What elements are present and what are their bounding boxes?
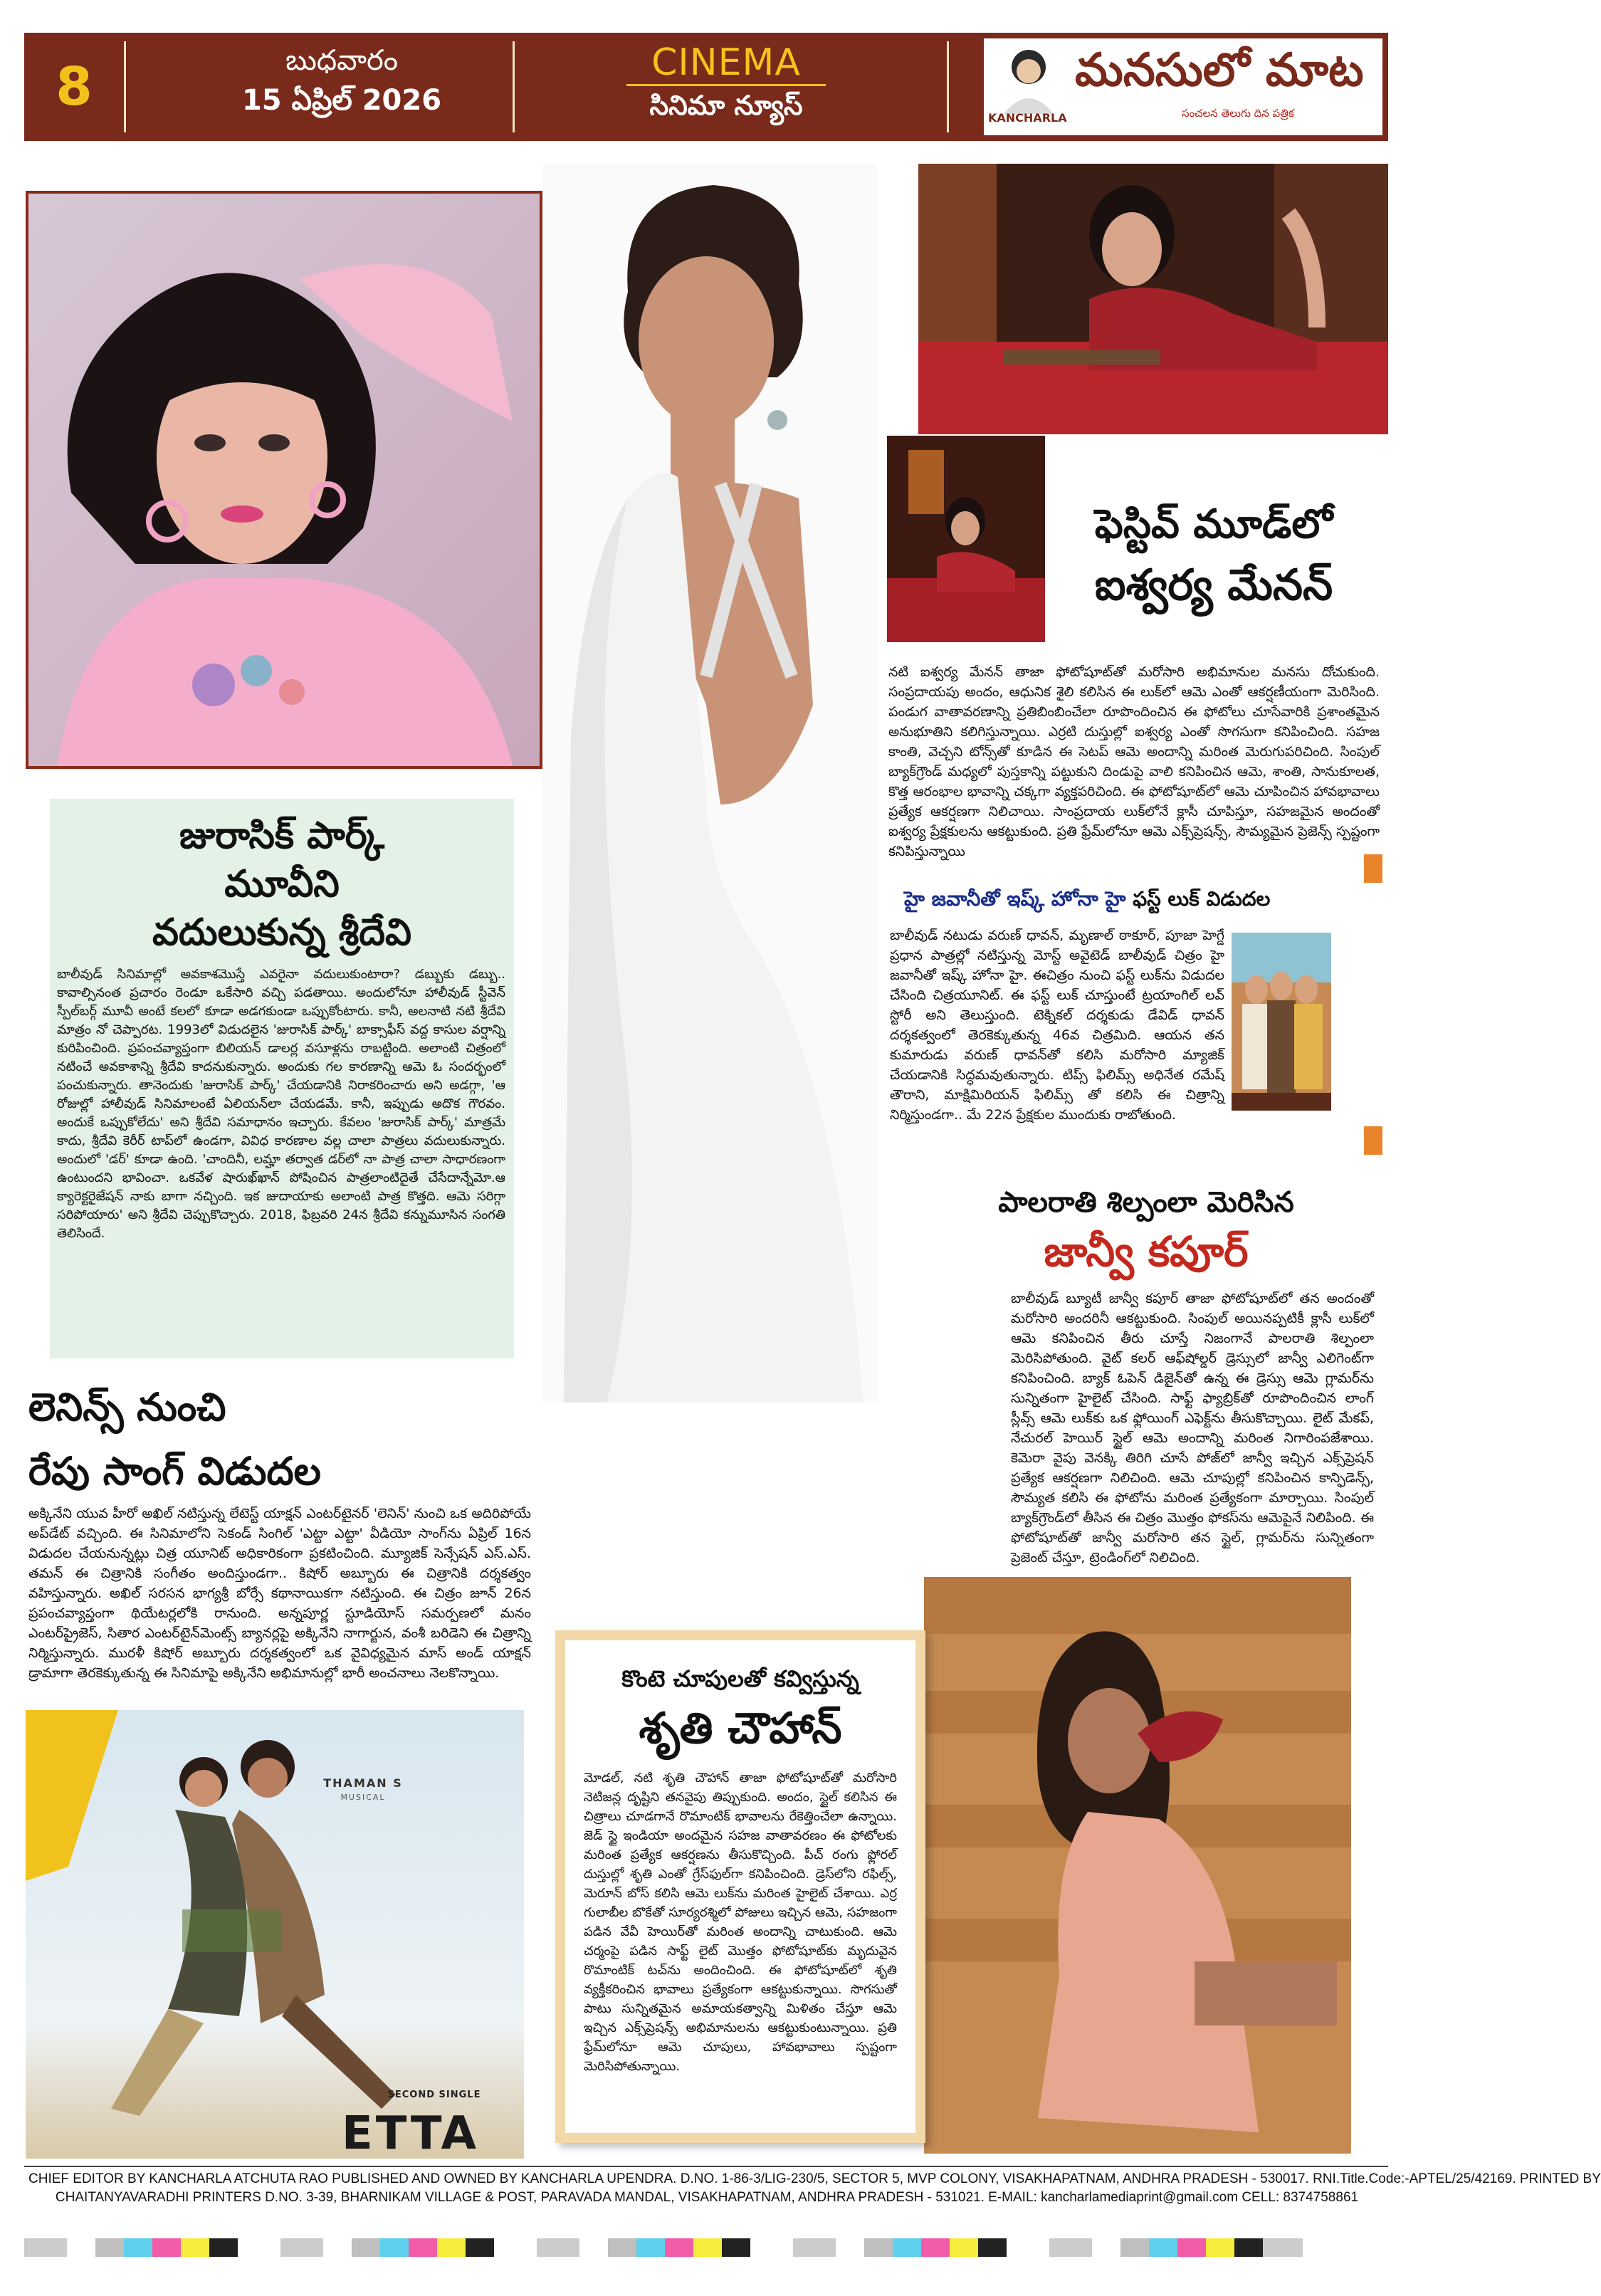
janhvi-article-body: బాలీవుడ్ బ్యూటీ జాన్వీ కపూర్ తాజా ఫోటోషూట్‌లో తన అందంతో మరోసారి అందరినీ ఆకట్టుకుంది. సింపుల్ అయినప్పటికీ క్లాసీ లుక్‌లో ఆమె కనిపించిన తీరు చూస్తే నిజంగానే పాలరాతి శిల్పంలా మెరిసిపోతుంది. వైట్ కలర్ ఆఫ్‌షోల్డర్ డ్రెస్సులో జాన్వీ ఎలిగెంట్‌గా కనిపించింది. బ్యాక్ ఓపెన్ డిజైన్‌తో ఉన్న ఈ డ్రెస్సు ఆమె గ్లామర్‌ను సున్నితంగా హైలైట్ చేసింది. సాఫ్ట్ ఫ్యాబ్రిక్‌తో రూపొందించిన లాంగ్ స్లీవ్స్ ఆమె లుక్‌కు ఒక ఫ్లోయింగ్ ఎఫెక్ట్‌ను తీసుకొచ్చాయి. లైట్ మేకప్, నేచురల్ హెయిర్ స్టైల్ ఆమె అందాన్ని మరింత నిగారింపజేశాయి. కెమెరా వైపు వెనక్కి తిరిగి చూసే పోజ్‌లో జాన్వీ ఇచ్చిన ఎక్స్‌ప్రెషన్ ప్రత్యేక ఆకర్షణగా నిలిచింది. ఆమె చూపుల్లో కనిపించిన కాన్ఫిడెన్స్, సౌమ్యత కలిసి ఈ ఫోటోను మరింత ప్రత్యేకంగా మార్చాయి. సింపుల్ బ్యాక్‌గ్రౌండ్‌లో తీసిన ఈ చిత్రం మొత్తం ఫోకస్‌ను ఆమెపైనే నిలిపింది. ఈ ఫోటోషూట్‌తో జాన్వీ మరోసారి తన స్టైల్, గ్లామర్‌ను సున్నితంగా ప్రెజెంట్ చేస్తూ, ట్రెండింగ్‌లో నిలిచింది.	[1011, 1291, 1374, 1566]
hai-jawani-poster	[1232, 933, 1331, 1111]
logo-tagline: సంచలన తెలుగు దిన పత్రిక	[1182, 107, 1294, 120]
shruti-chauhan-photo	[924, 1577, 1351, 2154]
hai-jawani-article-body: బాలీవుడ్ నటుడు వరుణ్ ధావన్, మృణాల్ ఠాకూర్, పూజా హెగ్డే ప్రధాన పాత్రల్లో నటిస్తున్న మోస్ట్ అవైటెడ్ బాలీవుడ్ చిత్రం హై జవానీతో ఇష్క్ హోనా హై. ఈచిత్రం నుంచి ఫస్ట్ లుక్‌ను విడుదల చేసింది చిత్రయూనిట్. ఈ ఫస్ట్ లుక్ చూస్తుంటే ట్రయాంగిల్ లవ్ స్టోరీ అని తెలుస్తుంది. టెక్నికల్ దర్శకుడు డేవిడ్ ధావన్ దర్శకత్వంలో తెరకెక్కుతున్న 46వ చిత్రమిది. ఆయన తన కుమారుడు వరుణ్ ధావన్‌తో కలిసి మరోసారి మ్యాజిక్ చేయడానికి సిద్ధమవుతున్నారు. టిప్స్ ఫిలిమ్స్ అధినేత రమేష్ తౌరాని, మాక్షిమిరియన్ ఫిలిమ్స్ తో కలిసి ఈ చిత్రాన్ని నిర్మిస్తుండగా.. మే 22న ప్రేక్షకుల ముందుకు రాబోతుంది.	[890, 928, 1224, 1123]
hai-jawani-title: హై జవానీతో ఇష్క్ హోనా హై	[904, 887, 1126, 911]
logo-brand: KANCHARLA	[988, 111, 1067, 125]
hai-jawani-headline	[904, 886, 1388, 913]
section-title-te: సినిమా న్యూస్	[649, 90, 803, 121]
lenin-headline-1: లెనిన్స్ నుంచి	[28, 1385, 226, 1430]
section-title-en: CINEMA	[651, 41, 801, 84]
sridevi-headline-1: జురాసిక్ పార్క్	[179, 814, 385, 857]
sridevi-article-body: బాలీవుడ్ సినిమాల్లో అవకాశమొస్తే ఎవరైనా వదులుకుంటారా? డబ్బుకు డబ్బు.. కావాల్సినంత ప్రచారం రెండూ ఒకేసారి వచ్చి పడతాయి. అందులోనూ హాలీవుడ్ స్టీవెన్ స్పీల్‌బర్గ్ మూవీ అంటే కలలో కూడా అడగకుండా ఒప్పుకోంటారు. కానీ, అలనాటి నటి శ్రీదేవి మాత్రం నో చెప్పారట. 1993లో విడుదలైన 'జురాసిక్ పార్క్' బాక్సాఫీస్ వద్ద కాసుల వర్షాన్ని కురిపించింది. ప్రపంచవ్యాప్తంగా బిలియన్ డాలర్ల వసూళ్లను రాబట్టింది. అలాంటి చిత్రంలో నటించే అవకాశాన్ని శ్రీదేవి కాదనుకున్నారు. అందుకు గల కారణాన్ని ఆమె ఓ సందర్భంలో పంచుకున్నారు. తానెందుకు 'జురాసిక్ పార్క్' చేయడానికి నిరాకరించారు అని అడగ్గా, 'ఆ రోజుల్లో హాలీవుడ్ సినిమాలంటే ఏలియన్‌లా చేయడమే. కానీ, ఇప్పుడు అదొక గౌరవం. అందుకే ఒప్పుకోలేదు' అని శ్రీదేవి సమాధానం ఇచ్చారు. కేవలం 'జురాసిక్ పార్క్' మాత్రమే కాదు, శ్రీదేవి కెరీర్ టాప్‌లో ఉండగా, వివిధ కారణాల వల్ల చాలా పాత్రలు వదులుకున్నారు. అందులో 'డర్' కూడా ఉంది. 'చాందినీ, లమ్హా తర్వాత డర్‌లో నా పాత్ర చాలా సాధారణంగా ఉంటుందని భావించా. ఒకవేళ షారుఖ్‌ఖాన్ పోషించిన పాత్రలాంటిదైతే చేసేదాన్నేమో.ఆ క్యారెక్టరైజేషన్ నాకు బాగా నచ్చింది. ఇక జుదాయాకు అలాంటి పాత్ర కొత్తది. ఆమె సరిగ్గా సరిపోయారు' అని శ్రీదేవి చెప్పుకొచ్చారు. 2018, ఫిబ్రవరి 24న శ్రీదేవి కన్నుమూసిన సంగతి తెలిసిందే.	[57, 967, 505, 1241]
poster-second-single: SECOND SINGLE	[387, 2090, 481, 2100]
section-underline	[626, 84, 826, 86]
footer-imprint-line-2: CHAITANYAVARADHI PRINTERS D.NO. 3-39, BHARNIKAM VILLAGE & POST, PARAVADA MANDAL, VISAKHAPATNAM, ANDHRA PRADESH - 531021. E-MAIL: kancharlamediaprint@gmail.com CELL: 8374758861	[55, 2190, 1359, 2205]
lenin-headline-2: రేపు సాంగ్ విడుదల	[28, 1449, 321, 1494]
janhvi-headline-2: జాన్వీ కపూర్	[1044, 1227, 1249, 1276]
founder-portrait-icon	[990, 43, 1068, 114]
janhvi-kapoor-photo	[542, 164, 877, 1403]
shruti-headline-1: కొంటె చూపులతో కవ్విస్తున్న	[621, 1665, 859, 1692]
footer-imprint-line-1: CHIEF EDITOR BY KANCHARLA ATCHUTA RAO PUBLISHED AND OWNED BY KANCHARLA UPENDRA. D.NO. 1-86-3/LIG-230/5, SECTOR 5, MVP COLONY, VISAKHAPATNAM, ANDHRA PRADESH - 530017. RNI.Title.Code:-APTEL/25/42169. PRINTED BY	[28, 2171, 1601, 2186]
page-number: 8	[56, 56, 93, 117]
hai-jawani-subtitle: ఫస్ట్ లుక్ విడుదల	[1125, 887, 1271, 911]
header-divider	[124, 41, 126, 132]
poster-title: ETTA	[342, 2107, 480, 2160]
section-marker	[1364, 1126, 1382, 1155]
janhvi-headline-1: పాలరాతి శిల్పంలా మెరిసిన	[998, 1186, 1294, 1219]
footer-rule	[24, 2166, 1388, 2167]
sridevi-headline-3: వదులుకున్న శ్రీదేవి	[152, 911, 411, 954]
aishwarya-headline-1: ఫెస్టివ్ మూడ్‌లో	[1094, 501, 1333, 547]
header-divider	[947, 41, 949, 132]
aishwarya-headline-2: ఐశ్వర్య మేనన్	[1094, 560, 1333, 610]
aishwarya-menon-photo-2	[887, 436, 1045, 642]
poster-music-brand-sub: MUSICAL	[340, 1793, 386, 1802]
sridevi-headline-2: మూవీని	[224, 863, 340, 906]
section-marker	[1364, 854, 1382, 883]
poster-music-brand: THAMAN S	[323, 1776, 403, 1790]
issue-date: 15 ఏప్రిల్ 2026	[241, 84, 442, 117]
aishwarya-article-body: నటి ఐశ్వర్య మేనన్ తాజా ఫోటోషూట్‌తో మరోసారి అభిమానుల మనసు దోచుకుంది. సంప్రదాయపు అందం, ఆధునిక శైలి కలిసిన ఈ లుక్‌లో ఆమె ఎంతో ఆకర్షణీయంగా మెరిసింది. పండుగ వాతావరణాన్ని ప్రతిబింబించేలా రూపొందించిన ఈ ఫోటోలు చూసేవారికి ప్రశాంతమైన అనుభూతిని కలిగిస్తున్నాయి. ఎర్రటి దుస్తుల్లో ఐశ్వర్య ఎంతో సొగసుగా కనిపించింది. సహజ కాంతి, వెచ్చని టోన్స్‌తో కూడిన ఈ సెటప్ ఆమె అందాన్ని మరింత మెరుగుపరిచింది. సింపుల్ బ్యాక్‌గ్రౌండ్ మధ్యలో పుస్తకాన్ని పట్టుకుని దిండుపై వాలి కనిపించిన ఆమె, శాంతి, సానుకూలత, కొత్త ఆరంభాల భావాన్ని చక్కగా వ్యక్తపరిచింది. ఈ ఫోటోషూట్‌లో ఆమె చూపించిన హావభావాలు ప్రత్యేక ఆకర్షణగా నిలిచాయి. సాంప్రదాయ లుక్‌లోనే క్లాసీ చూపిస్తూ, సహజమైన అందంతో ఐశ్వర్య ప్రేక్షకులను ఆకట్టుకుంది. ప్రతి ఫ్రేమ్‌లోనూ ఆమె ఎక్స్‌ప్రెషన్స్, సౌమ్యమైన ప్రెజెన్స్ స్పష్టంగా కనిపిస్తున్నాయి	[888, 664, 1380, 859]
color-registration-strip	[24, 2238, 1388, 2257]
lenin-article-body: అక్కినేని యువ హీరో అఖిల్ నటిస్తున్న లేటెస్ట్ యాక్షన్ ఎంటర్‌టైనర్ 'లెనిన్' నుంచి ఒక అదిరిపోయే అప్‌డేట్ వచ్చింది. ఈ సినిమాలోని సెకండ్ సింగిల్ 'ఎట్టా ఎట్టా' వీడియో సాంగ్‌ను ఏప్రిల్ 16న విడుదల చేయనున్నట్లు చిత్ర యూనిట్ అధికారికంగా ప్రకటించింది. మ్యూజిక్ సెన్సేషన్ ఎస్.ఎస్. తమన్ ఈ చిత్రానికి సంగీతం అందిస్తుండగా.. కిషోర్ అబ్బూరు ఈ చిత్రానికి దర్శకత్వం వహిస్తున్నారు. అఖిల్ సరసన భాగ్యశ్రీ బోర్సే కథానాయికగా నటిస్తుంది. ఈ చిత్రం జూన్ 26న ప్రపంచవ్యాప్తంగా థియేటర్లలోకి రానుంది. అన్నపూర్ణ స్టూడియోస్ సమర్పణలో మనం ఎంటర్‌ప్రైజెస్, సితార ఎంటర్‌టైన్‌మెంట్స్ బ్యానర్లపై అక్కినేని నాగార్జున, వంశీ బరిడెని ఈ చిత్రాన్ని నిర్మిస్తున్నారు. మురళీ కిషోర్ అబ్బూరు దర్శకత్వంలో ఒక వైవిధ్యమైన మాస్ అండ్ యాక్షన్ డ్రామాగా తెరకెక్కుతున్న ఈ సినిమాపై అక్కినేని అభిమానుల్లో భారీ అంచనాలు నెలకొన్నాయి.	[28, 1506, 531, 1681]
issue-day: బుధవారం	[285, 44, 398, 77]
header-divider	[513, 41, 515, 132]
shruti-headline-2: శృతి చౌహాన్	[639, 1704, 842, 1754]
shruti-article-body: మోడల్, నటి శృతి చౌహాన్ తాజా ఫోటోషూట్‌తో మరోసారి నెటిజన్ల దృష్టిని తనవైపు తిప్పుకుంది. అందం, స్టైల్ కలిసిన ఈ చిత్రాలు చూడగానే రొమాంటిక్ భావాలను రేకెత్తించేలా ఉన్నాయి. జెడ్ స్టై ఇండియా అందమైన సహజ వాతావరణం ఈ ఫోటోలకు మరింత ప్రత్యేక ఆకర్షణను తీసుకొచ్చింది. పీచ్ రంగు ఫ్లోరల్ దుస్తుల్లో శృతి ఎంతో గ్రేస్‌ఫుల్‌గా కనిపించింది. డ్రెస్‌లోని రఫిల్స్, మెరూన్ బోస్ కలిసి ఆమె లుక్‌ను మరింత హైలైట్ చేశాయి. ఎర్ర గులాబీల బొకేతో సూర్యరశ్మిలో పోజులు ఇచ్చిన ఆమె, సహజంగా పడిన వేవీ హెయిర్‌తో మరింత అందాన్ని చాటుకుంది. ఆమె చర్మంపై పడిన సాఫ్ట్ లైట్ మొత్తం ఫోటోషూట్‌కు మృదువైన రొమాంటిక్ టచ్‌ను అందించింది. ఈ ఫోటోషూట్‌లో శృతి వ్యక్తీకరించిన భావాలు ప్రత్యేకంగా ఆకట్టుకున్నాయి. సొగసుతో పాటు సున్నితమైన అమాయకత్వాన్ని మిళితం చేస్తూ ఆమె ఇచ్చిన ఎక్స్‌ప్రెషన్స్ అభిమానులను ఆకట్టుకుంటున్నాయి. ప్రతి ఫ్రేమ్‌లోనూ ఆమె చూపులు, హావభావాలు స్పష్టంగా మెరిసిపోతున్నాయి.	[584, 1771, 897, 2074]
aishwarya-menon-photo-1	[918, 164, 1388, 434]
logo-title: మనసులో మాట	[1075, 44, 1364, 97]
sridevi-photo	[26, 191, 542, 769]
